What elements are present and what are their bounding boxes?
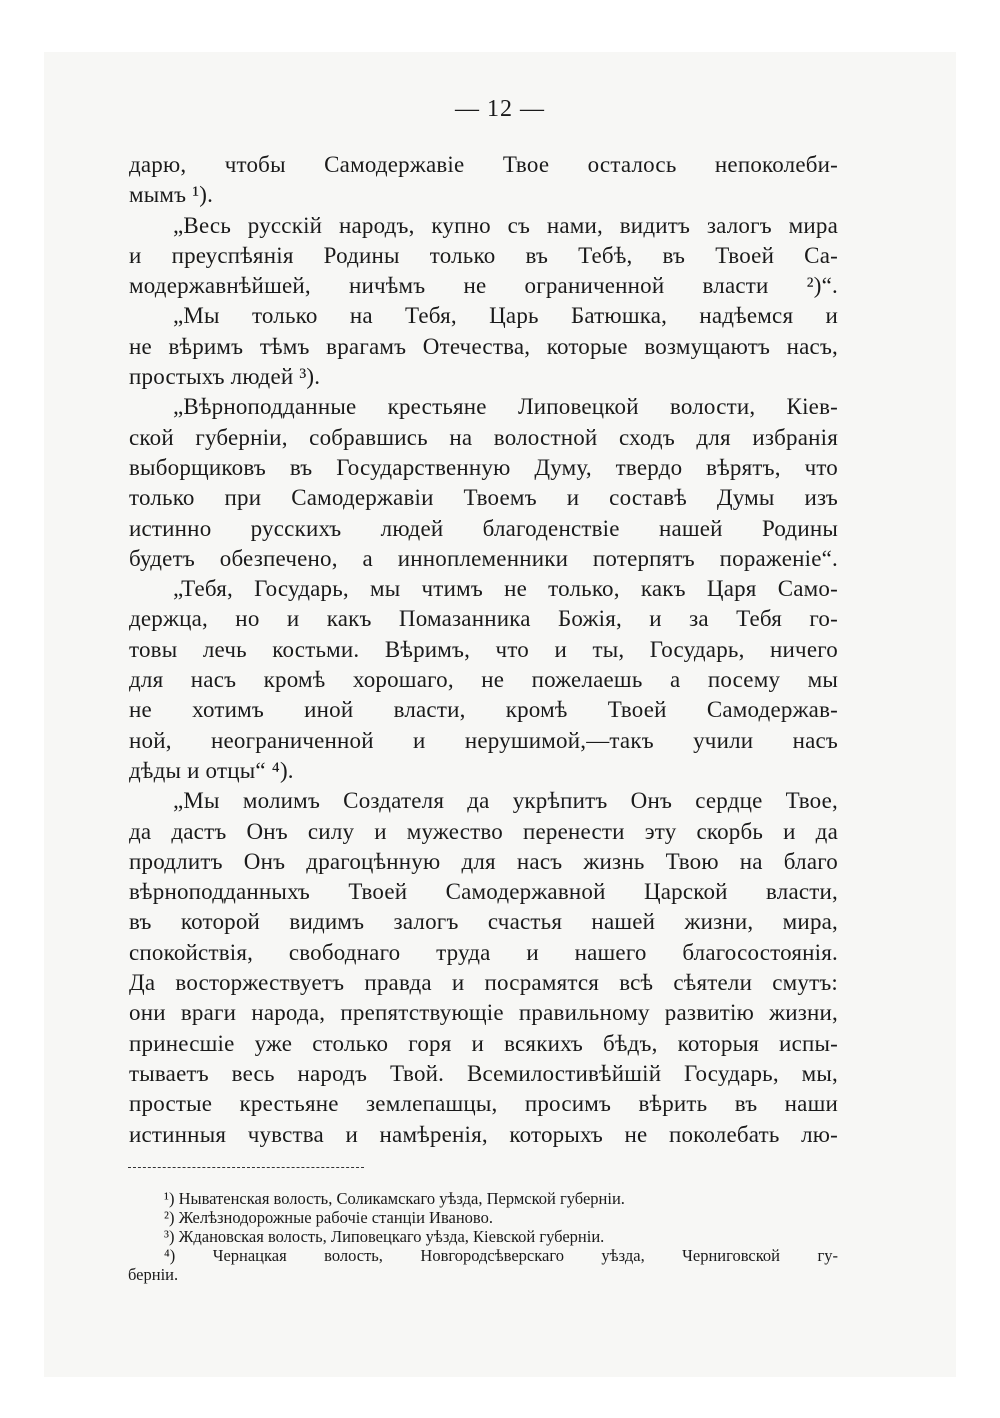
text-line: „Мы только на Тебя, Царь Батюшка, надѣемся и xyxy=(173,303,838,329)
text-line: истинныя чувства и намѣренія, которыхъ не поколебать лю- xyxy=(129,1121,838,1147)
text-line: не хотимъ иной власти, кромѣ Твоей Самодержав- xyxy=(129,697,838,723)
text-line: модержавнѣйшей, ничѣмъ не ограниченной власти ²)“. xyxy=(129,273,838,299)
page-number: — 12 — xyxy=(455,96,545,122)
text-line: принесшіе уже столько горя и всякихъ бѣдъ, которыя испы- xyxy=(129,1030,838,1056)
main-text xyxy=(129,150,838,1150)
footnote: ³) Ждановская волость, Липовецкаго уѣзда, Кіевской губерніи. xyxy=(164,1227,605,1246)
text-line: дѣды и отцы“ ⁴). xyxy=(129,757,294,783)
text-line: мымъ ¹). xyxy=(129,182,214,208)
text-line: въ которой видимъ залогъ счастья нашей жизни, мира, xyxy=(129,909,838,935)
text-line: простыхъ людей ³). xyxy=(129,364,321,390)
text-line: продлитъ Онъ драгоцѣнную для насъ жизнь Твою на благо xyxy=(129,848,838,874)
text-line: только при Самодержавіи Твоемъ и составѣ Думы изъ xyxy=(129,485,838,511)
text-line: ской губерніи, собравшись на волостной сходъ для избранія xyxy=(129,424,838,450)
text-line: истинно русскихъ людей благоденствіе нашей Родины xyxy=(129,515,838,541)
text-line: Да восторжествуетъ правда и посрамятся всѣ сѣятели смутъ: xyxy=(129,970,838,996)
footnote: ¹) Ныватенская волость, Соликамскаго уѣзда, Пермской губерніи. xyxy=(164,1189,625,1208)
text-line: для насъ кромѣ хорошаго, не пожелаешь а посему мы xyxy=(129,667,838,693)
footnote: ⁴) Чернацкая волость, Новгородсѣверскаго уѣзда, Черниговской гу- xyxy=(164,1246,838,1265)
text-line: простые крестьяне землепашцы, просимъ вѣрить въ наши xyxy=(129,1091,838,1117)
text-line: тываетъ весь народъ Твой. Всемилостивѣйшій Государь, мы, xyxy=(129,1060,838,1086)
text-line: будетъ обезпечено, а инноплеменники потерпятъ пораженіе“. xyxy=(129,545,838,571)
text-line: „Весь русскій народъ, купно съ нами, видитъ залогъ мира xyxy=(173,212,838,238)
text-line: спокойствія, свободнаго труда и нашего благосостоянія. xyxy=(129,939,838,965)
text-line: держца, но и какъ Помазанника Божія, и за Тебя го- xyxy=(129,606,838,632)
text-line: они враги народа, препятствующіе правильному развитію жизни, xyxy=(129,1000,838,1026)
text-line: и преуспѣянія Родины только въ Тебѣ, въ Твоей Са- xyxy=(129,242,838,268)
text-line: выборщиковъ въ Государственную Думу, твердо вѣрятъ, что xyxy=(129,454,838,480)
text-line: ной, неограниченной и нерушимой,—такъ учили насъ xyxy=(129,727,838,753)
footnote: ²) Желѣзнодорожные рабочіе станціи Иваново. xyxy=(164,1208,493,1227)
text-line: вѣрноподданныхъ Твоей Самодержавной Царской власти, xyxy=(129,879,838,905)
text-line: товы лечь костьми. Вѣримъ, что и ты, Государь, ничего xyxy=(129,636,838,662)
text-line: не вѣримъ тѣмъ врагамъ Отечества, которые возмущаютъ насъ, xyxy=(129,333,838,359)
text-line: „Вѣрноподданные крестьяне Липовецкой волости, Кіев- xyxy=(173,394,838,420)
text-line: „Мы молимъ Создателя да укрѣпитъ Онъ сердце Твое, xyxy=(173,788,838,814)
text-line: „Тебя, Государь, мы чтимъ не только, какъ Царя Само- xyxy=(173,576,838,602)
footnote: берніи. xyxy=(128,1265,179,1284)
footnotes xyxy=(128,1189,838,1284)
text-line: дарю, чтобы Самодержавіе Твое осталось непоколеби- xyxy=(129,152,838,177)
footnote-separator xyxy=(128,1167,364,1168)
text-line: да дастъ Онъ силу и мужество перенести эту скорбь и да xyxy=(129,818,838,844)
